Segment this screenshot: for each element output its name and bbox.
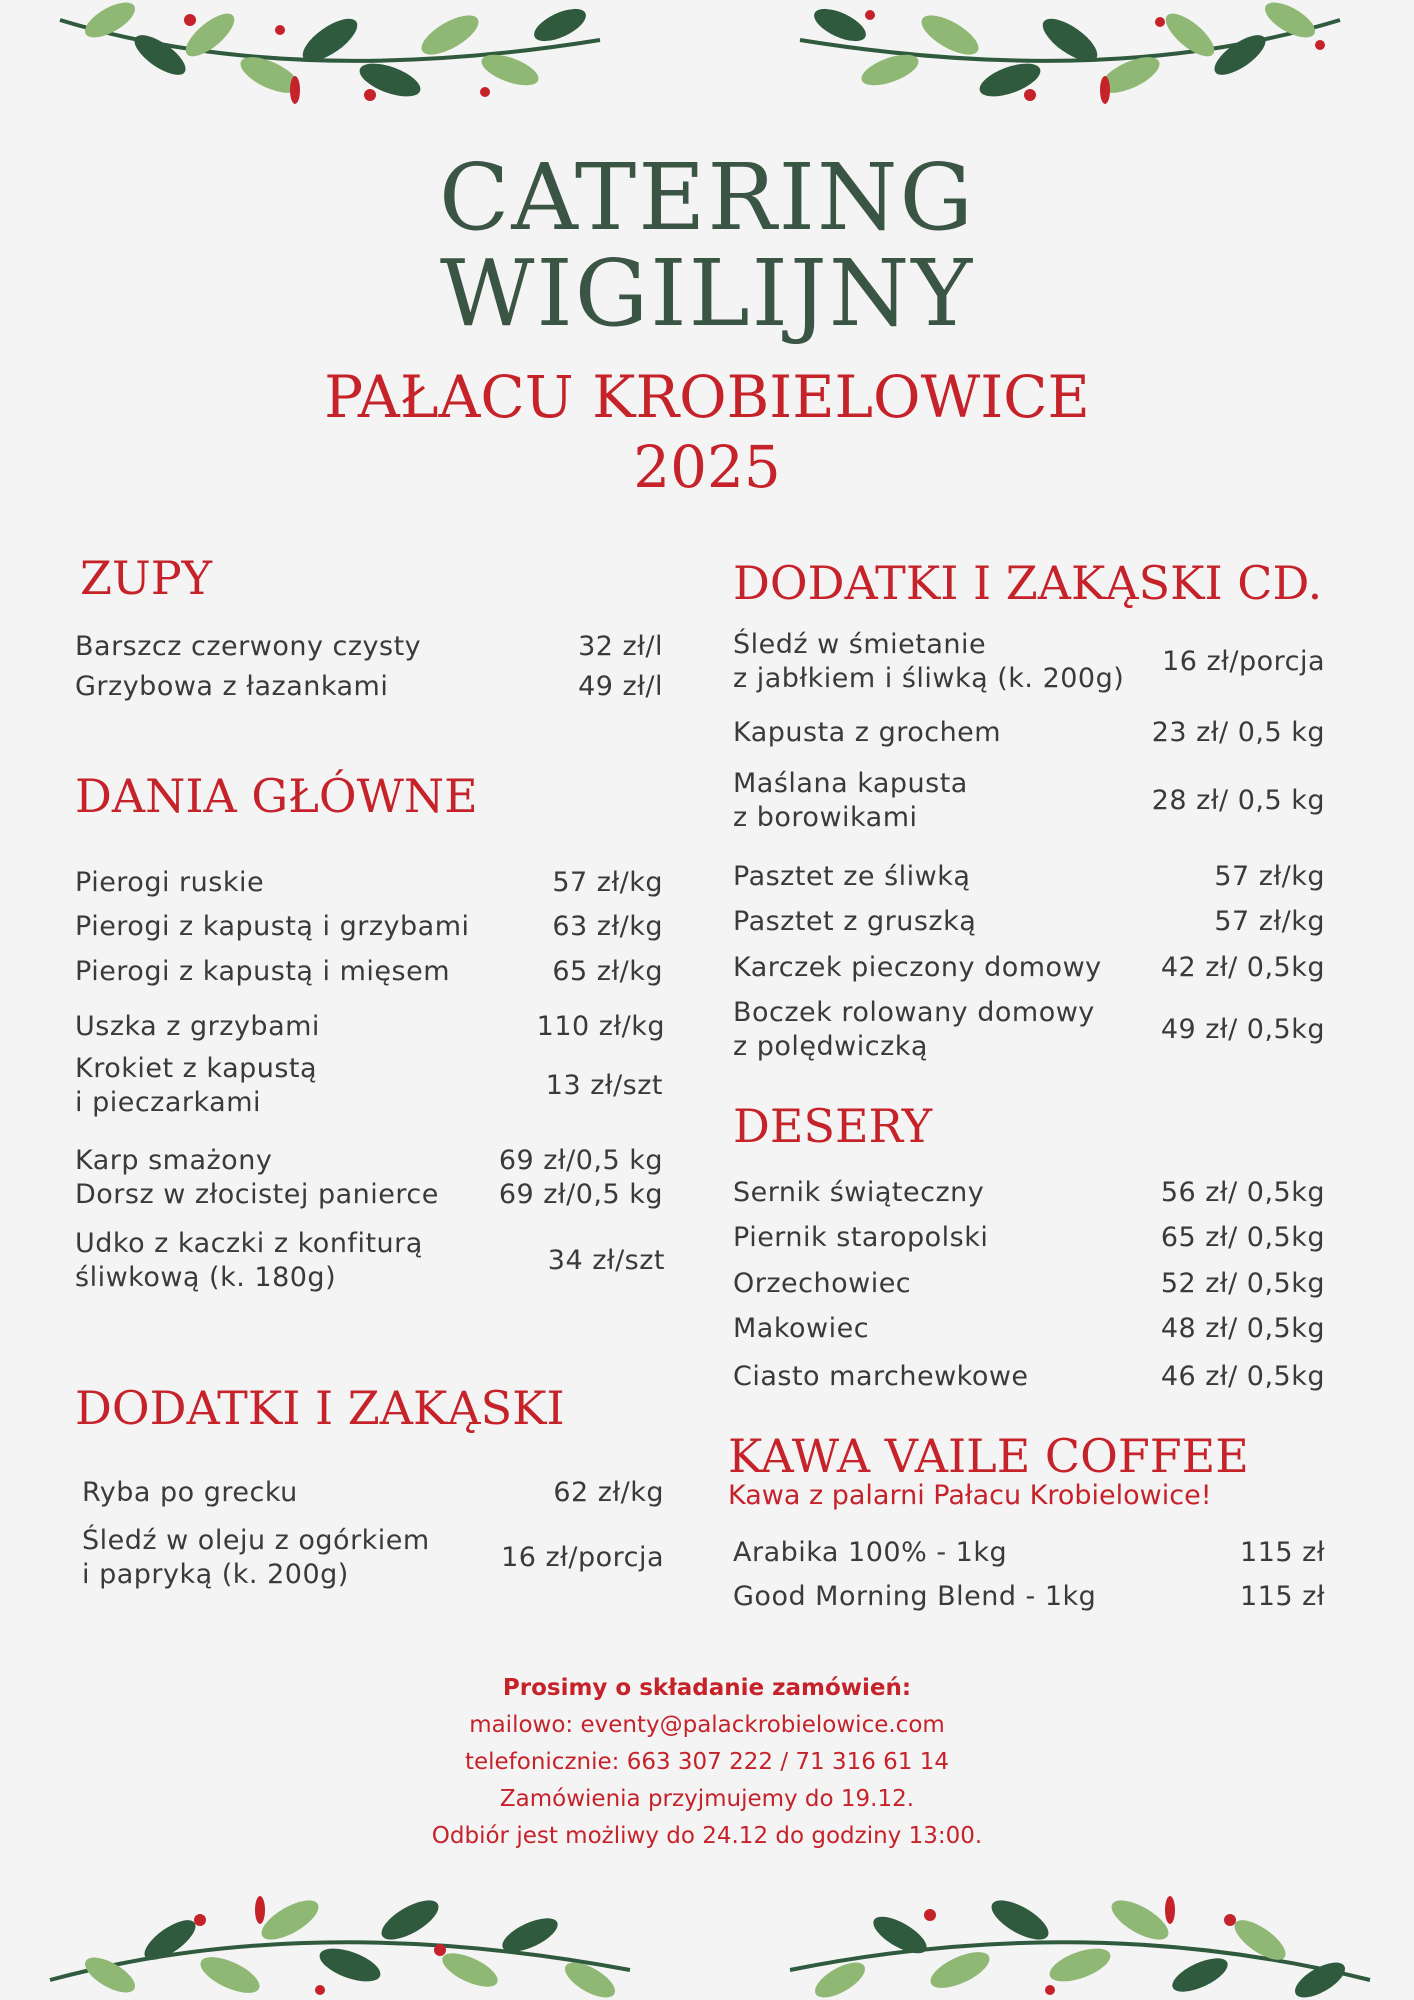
item-name: Kapusta z grochem [733, 717, 1002, 748]
item-price: 69 zł/0,5 kg [498, 1179, 663, 1210]
item-price: 57 zł/kg [552, 867, 663, 898]
menu-item [75, 1227, 665, 1295]
item-price: 110 zł/kg [536, 1011, 665, 1042]
item-name: Arabika 100% - 1kg [733, 1537, 1008, 1568]
menu-item [733, 767, 1325, 835]
page-title [0, 144, 1414, 347]
menu-item [75, 955, 663, 989]
order-email[interactable]: mailowo: eventy@palackrobielowice.com [469, 1712, 945, 1738]
menu-item [75, 1178, 663, 1212]
item-name: Pasztet z gruszką [733, 906, 977, 937]
title-line-2: WIGILIJNY [439, 240, 975, 347]
heading-dania-glowne: DANIA GŁÓWNE [75, 769, 478, 823]
garland-bottom-left-icon [30, 1890, 650, 2000]
item-price: 23 zł/ 0,5 kg [1151, 717, 1325, 748]
coffee-tagline: Kawa z palarni Pałacu Krobielowice! [728, 1480, 1212, 1511]
item-name: Sernik świąteczny [733, 1177, 985, 1208]
menu-item [733, 1312, 1325, 1346]
menu-item [75, 1010, 665, 1044]
item-price: 16 zł/porcja [1162, 646, 1325, 677]
item-name: Udko z kaczki z konfiturą śliwkową (k. 180g) [75, 1228, 423, 1293]
menu-item [75, 630, 663, 664]
item-name: Śledź w śmietanie z jabłkiem i śliwką (k. 200g) [733, 629, 1125, 694]
item-price: 115 zł [1240, 1537, 1325, 1568]
menu-item [75, 866, 663, 900]
item-price: 42 zł/ 0,5kg [1160, 952, 1325, 983]
heading-kawa: KAWA VAILE COFFEE [728, 1429, 1249, 1483]
subtitle-line-2: 2025 [633, 433, 781, 501]
menu-item [733, 1267, 1325, 1301]
item-price: 62 zł/kg [553, 1477, 664, 1508]
item-price: 34 zł/szt [547, 1245, 665, 1276]
item-price: 48 zł/ 0,5kg [1160, 1313, 1325, 1344]
item-name: Boczek rolowany domowy z polędwiczką [733, 997, 1095, 1062]
item-price: 52 zł/ 0,5kg [1160, 1268, 1325, 1299]
heading-zupy: ZUPY [80, 551, 213, 605]
item-price: 57 zł/kg [1214, 906, 1325, 937]
item-price: 13 zł/szt [545, 1070, 663, 1101]
menu-item [733, 716, 1325, 750]
item-price: 32 zł/l [578, 631, 663, 662]
menu-item [733, 860, 1325, 894]
item-name: Pierogi z kapustą i mięsem [75, 956, 451, 987]
item-name: Makowiec [733, 1313, 870, 1344]
item-price: 16 zł/porcja [501, 1542, 664, 1573]
order-phone[interactable]: telefonicznie: 663 307 222 / 71 316 61 14 [464, 1749, 950, 1775]
order-deadline: Zamówienia przyjmujemy do 19.12. [499, 1786, 915, 1812]
item-name: Dorsz w złocistej panierce [75, 1179, 439, 1210]
menu-item [733, 1536, 1325, 1570]
item-name: Ryba po grecku [82, 1477, 298, 1508]
menu-item [75, 1144, 663, 1178]
item-name: Karczek pieczony domowy [733, 952, 1102, 983]
item-price: 49 zł/l [578, 671, 663, 702]
item-name: Orzechowiec [733, 1268, 912, 1299]
heading-dodatki: DODATKI I ZAKĄSKI [75, 1381, 565, 1435]
item-name: Grzybowa z łazankami [75, 671, 389, 702]
item-price: 46 zł/ 0,5kg [1160, 1361, 1325, 1392]
item-price: 57 zł/kg [1214, 861, 1325, 892]
item-name: Karp smażony [75, 1145, 273, 1176]
item-name: Piernik staropolski [733, 1222, 989, 1253]
menu-item [75, 670, 663, 704]
item-name: Pasztet ze śliwką [733, 861, 971, 892]
menu-item [733, 1221, 1325, 1255]
menu-item [733, 628, 1325, 696]
item-price: 65 zł/kg [552, 956, 663, 987]
item-name: Ciasto marchewkowe [733, 1361, 1029, 1392]
heading-desery: DESERY [733, 1099, 933, 1153]
item-name: Maślana kapusta z borowikami [733, 768, 968, 833]
title-line-1: CATERING [439, 144, 975, 251]
pickup-info: Odbiór jest możliwy do 24.12 do godziny 13:00. [431, 1823, 983, 1849]
item-price: 115 zł [1240, 1581, 1325, 1612]
item-price: 63 zł/kg [552, 911, 663, 942]
item-price: 56 zł/ 0,5kg [1160, 1177, 1325, 1208]
menu-item [733, 1176, 1325, 1210]
item-name: Pierogi z kapustą i grzybami [75, 911, 470, 942]
item-price: 28 zł/ 0,5 kg [1151, 785, 1325, 816]
item-price: 65 zł/ 0,5kg [1160, 1222, 1325, 1253]
item-name: Good Morning Blend - 1kg [733, 1581, 1097, 1612]
item-name: Krokiet z kapustą i pieczarkami [75, 1053, 318, 1118]
item-price: 49 zł/ 0,5kg [1160, 1014, 1325, 1045]
item-name: Uszka z grzybami [75, 1011, 320, 1042]
menu-item [75, 1052, 663, 1120]
item-name: Śledź w oleju z ogórkiem i papryką (k. 200g) [82, 1525, 430, 1590]
order-info [0, 1670, 1414, 1855]
menu-item [733, 951, 1325, 985]
garland-top-left-icon [40, 0, 640, 110]
garland-top-right-icon [760, 0, 1360, 110]
menu-item [82, 1476, 664, 1510]
menu-item [82, 1524, 664, 1592]
heading-dodatki-cd: DODATKI I ZAKĄSKI CD. [733, 556, 1323, 610]
menu-item [733, 996, 1325, 1064]
item-price: 69 zł/0,5 kg [498, 1145, 663, 1176]
menu-item [733, 1580, 1325, 1614]
item-name: Barszcz czerwony czysty [75, 631, 422, 662]
menu-item [733, 1360, 1325, 1394]
page-subtitle [0, 362, 1414, 502]
order-info-heading: Prosimy o składanie zamówień: [502, 1675, 912, 1701]
garland-bottom-right-icon [770, 1890, 1390, 2000]
menu-item [75, 910, 663, 944]
subtitle-line-1: PAŁACU KROBIELOWICE [324, 363, 1090, 431]
item-name: Pierogi ruskie [75, 867, 265, 898]
menu-item [733, 905, 1325, 939]
